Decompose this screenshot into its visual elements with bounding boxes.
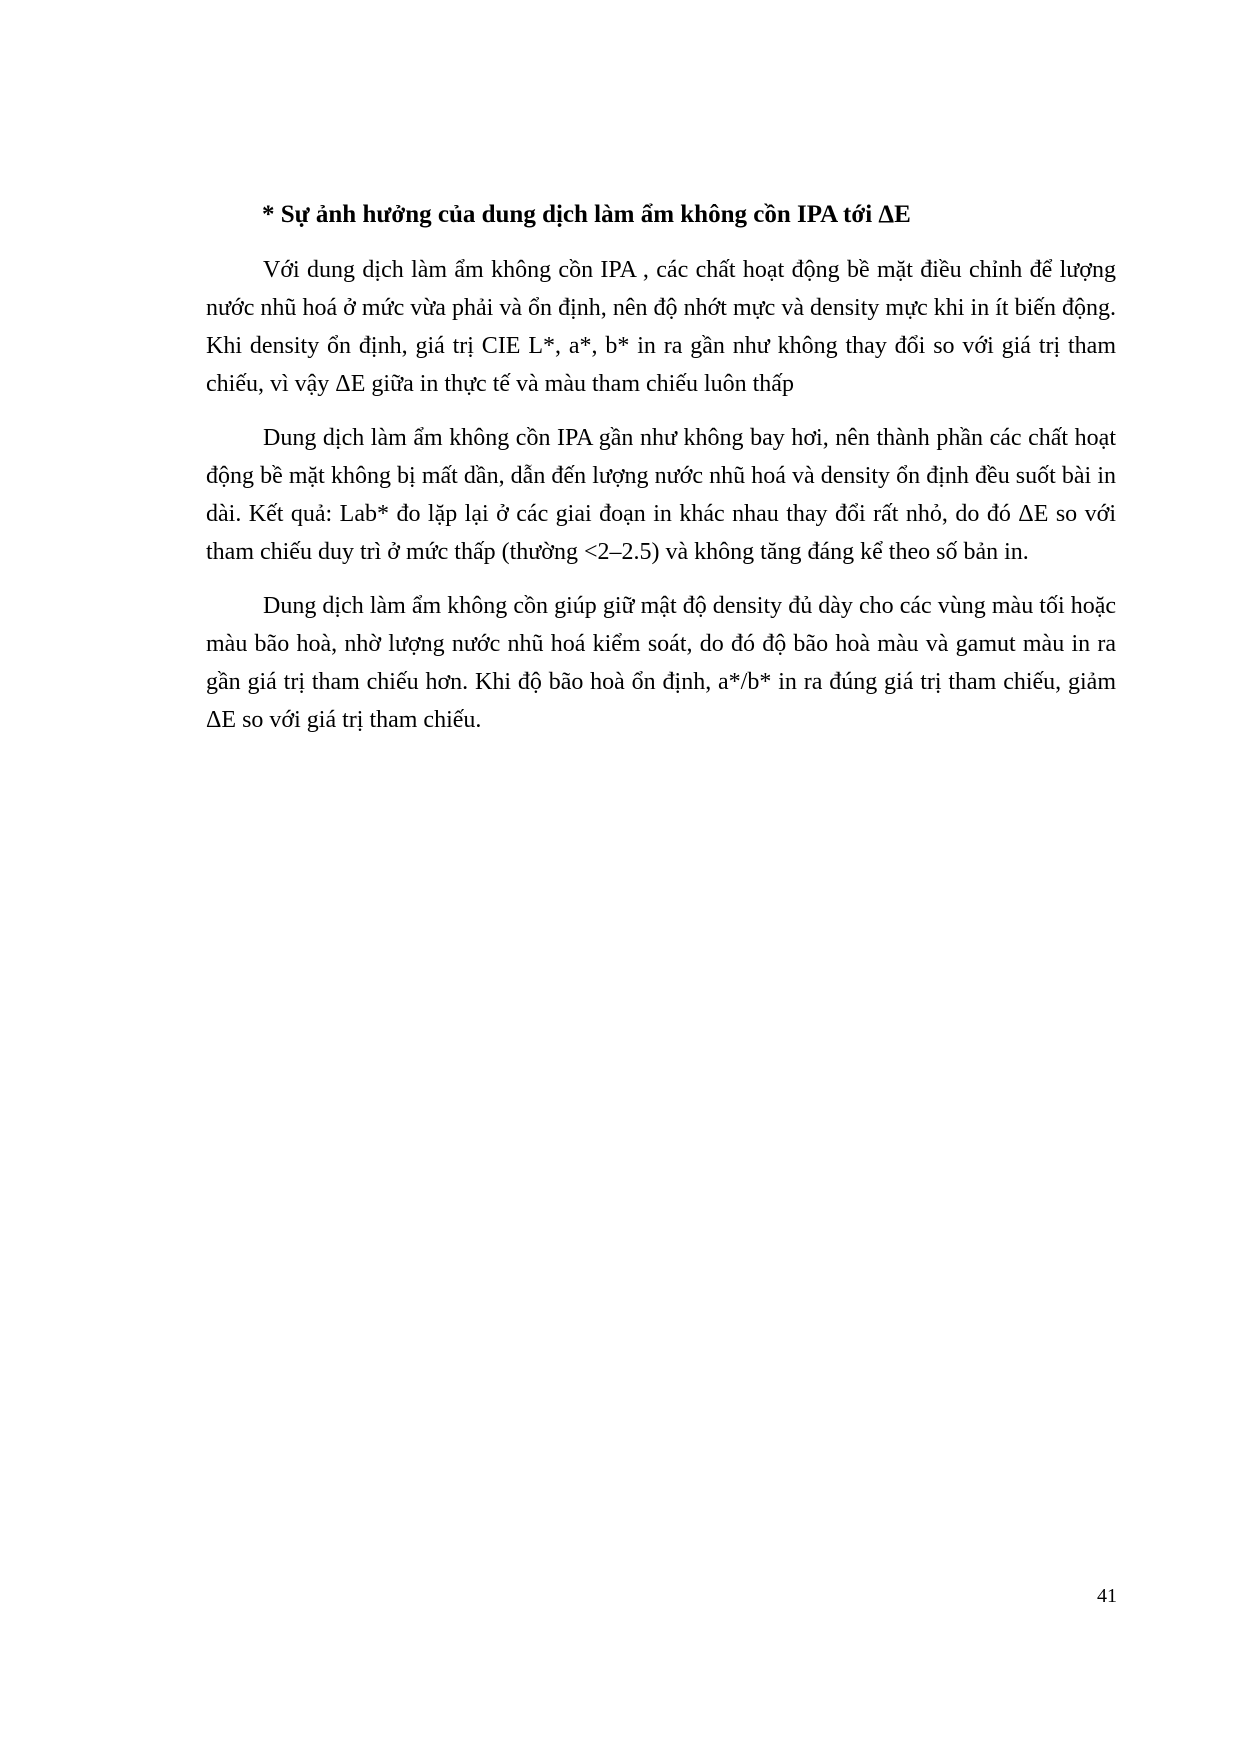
page-number: 41	[1097, 1585, 1117, 1607]
paragraph-1: Với dung dịch làm ẩm không cồn IPA , các chất hoạt động bề mặt điều chỉnh để lượng nước nhũ hoá ở mức vừa phải và ổn định, nên độ nhớt mực và density mực khi in ít biến động. Khi density ổn định, giá trị CIE L*, a*, b* in ra gần như không thay đổi so với giá trị tham chiếu, vì vậy ΔE giữa in thực tế và màu tham chiếu luôn thấp	[206, 257, 1116, 397]
section-heading: * Sự ảnh hưởng của dung dịch làm ẩm không cồn IPA tới ΔE	[262, 201, 911, 228]
paragraph-3: Dung dịch làm ẩm không cồn giúp giữ mật độ density đủ dày cho các vùng màu tối hoặc màu bão hoà, nhờ lượng nước nhũ hoá kiểm soát, do đó độ bão hoà màu và gamut màu in ra gần giá trị tham chiếu hơn. Khi độ bão hoà ổn định, a*/b* in ra đúng giá trị tham chiếu, giảm ΔE so với giá trị tham chiếu.	[206, 593, 1116, 733]
page-content	[206, 196, 1116, 739]
paragraph-2: Dung dịch làm ẩm không cồn IPA gần như không bay hơi, nên thành phần các chất hoạt động bề mặt không bị mất dần, dẫn đến lượng nước nhũ hoá và density ổn định đều suốt bài in dài. Kết quả: Lab* đo lặp lại ở các giai đoạn in khác nhau thay đổi rất nhỏ, do đó ΔE so với tham chiếu duy trì ở mức thấp (thường <2–2.5) và không tăng đáng kể theo số bản in.	[206, 425, 1116, 565]
